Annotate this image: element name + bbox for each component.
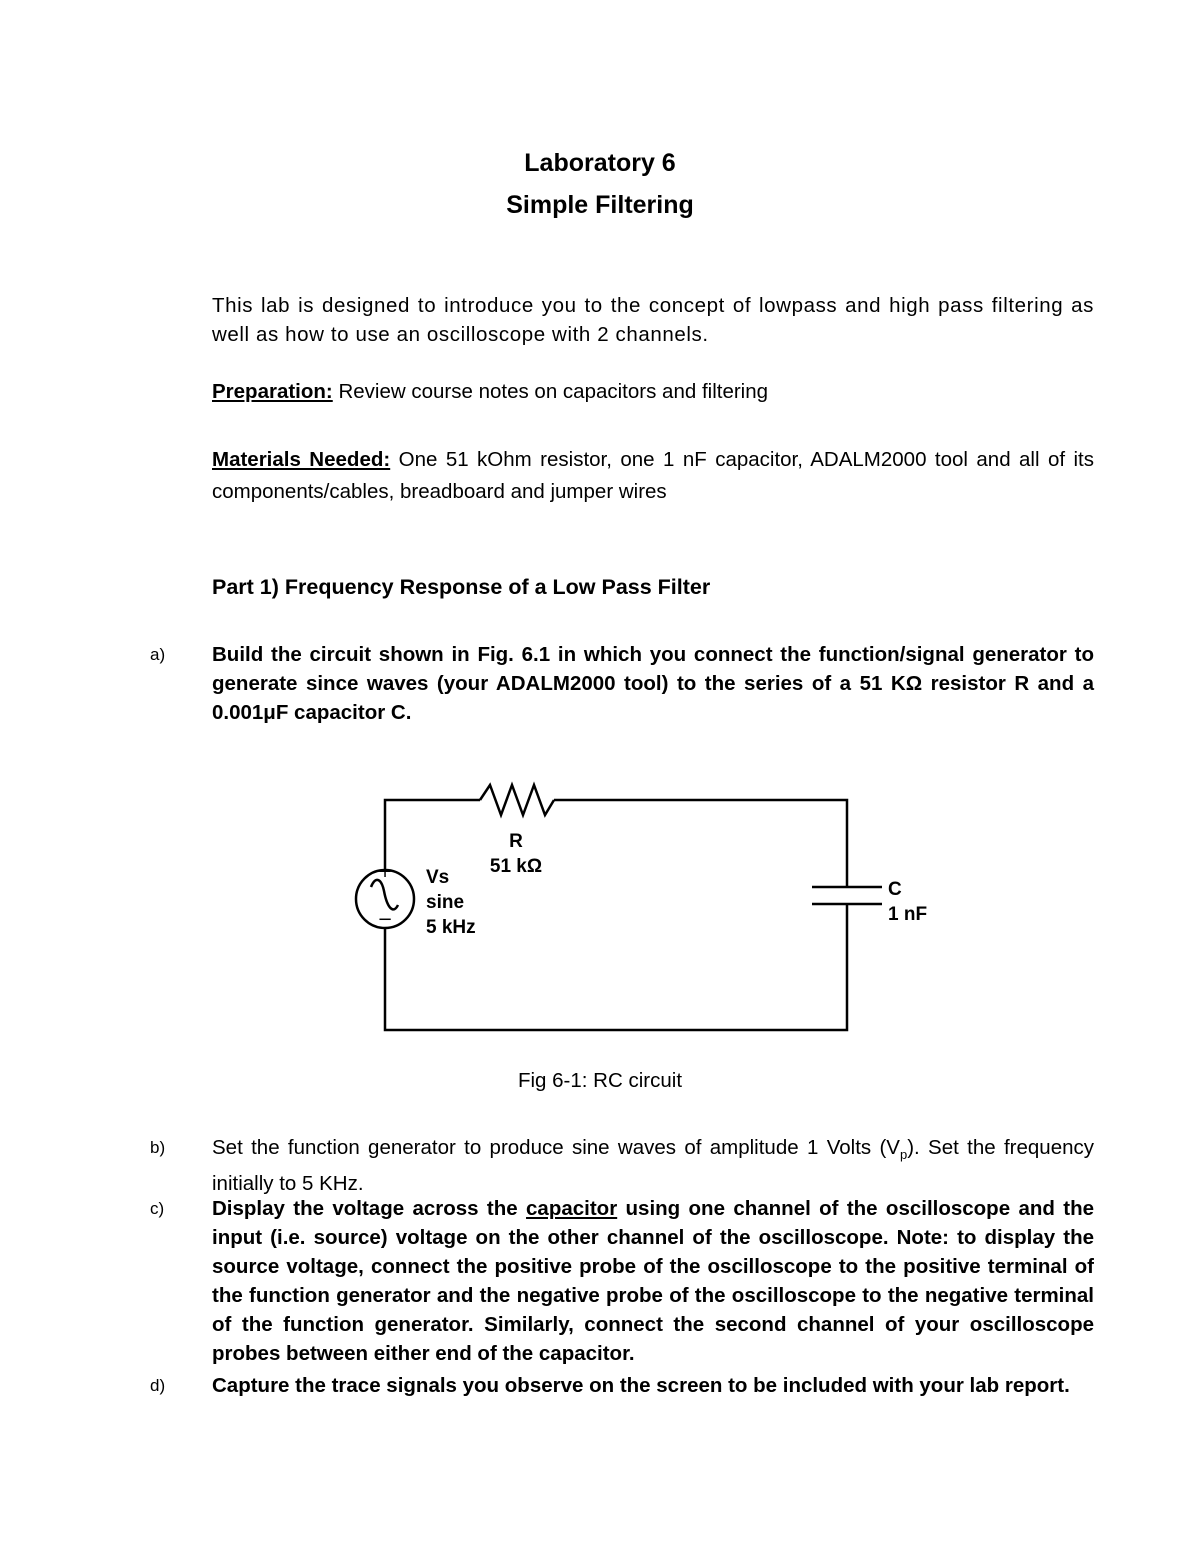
step-d-text: Capture the trace signals you observe on the screen to be included with your lab report. [212,1374,1070,1397]
page-title: Laboratory 6 [524,149,676,177]
plus-sign: + [377,861,393,882]
figure-caption: Fig 6-1: RC circuit [517,1069,683,1092]
preparation-text: Review course notes on capacitors and filtering [332,380,769,403]
capacitor-name-label: C [888,879,902,900]
materials-label: Materials Needed: [212,448,391,471]
resistor-value-label: 51 kΩ [489,856,543,877]
preparation-label: Preparation: [212,380,333,403]
materials-paragraph [212,444,1094,508]
step-c-emphasis: capacitor [526,1197,618,1220]
step-b-text-before: Set the function generator to produce sine waves of amplitude 1 Volts (V [212,1136,900,1159]
resistor-name-label: R [509,831,523,852]
part1-heading: Part 1) Frequency Response of a Low Pass Filter [212,575,711,599]
materials-text: One 51 kOhm resistor, one 1 nF capacitor, ADALM2000 tool and all of its components/cables, breadboard and jumper wires [212,448,1094,503]
step-b-subscript: p [899,1147,908,1163]
list-marker-a: a) [150,645,166,664]
sine-wave-icon [371,880,398,909]
minus-sign: − [377,909,393,930]
page-subtitle: Simple Filtering [506,191,694,219]
capacitor-value-label: 1 nF [888,904,928,925]
step-b-text [212,1133,1094,1198]
step-a-text: Build the circuit shown in Fig. 6.1 in which you connect the function/signal generator to generate since waves (your ADALM2000 tool) to the series of a 51 KΩ resistor R and a 0.001μF capacitor C. [212,643,1094,724]
step-c-text-before: Display the voltage across the [212,1197,527,1220]
list-marker-d: d) [150,1376,166,1395]
wire-top-right [554,800,847,887]
source-name-label: Vs [426,867,450,888]
circuit-svg [340,775,928,1045]
resistor-zigzag [480,785,554,815]
source-freq-label: 5 kHz [426,917,476,938]
step-c-text-after: using one channel of the oscilloscope and the input (i.e. source) voltage on the other channel of the oscilloscope. Note: to display the source voltage, connect the positive probe of the oscilloscope to the positive terminal of the function generator and the negative probe of the oscilloscope to the negative terminal of the function generator. Similarly, connect the second channel of your oscilloscope probes between either end of the capacitor. [212,1197,1094,1365]
preparation-paragraph [212,377,1094,406]
list-marker-c: c) [150,1199,165,1218]
wire-top-left [385,800,480,870]
step-b-text-after: ). Set the frequency initially to 5 KHz. [212,1136,1095,1196]
source-type-label: sine [426,892,465,913]
list-marker-b: b) [150,1138,166,1157]
rc-circuit-diagram [340,775,928,1045]
intro-paragraph: This lab is designed to introduce you to the concept of lowpass and high pass filtering as well as how to use an oscilloscope with 2 channels. [212,294,1094,346]
step-c-text [212,1194,1094,1368]
